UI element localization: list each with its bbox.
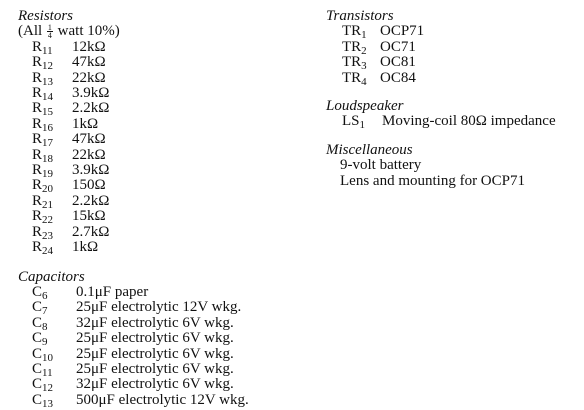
component-ref: $C_{13}$ [32,391,54,410]
list-item [18,393,308,408]
component-value: 22kΩ [72,146,106,163]
component-ref: $R_{17}$ [32,131,54,150]
component-value: 25μF electrolytic 6V wkg. [76,330,234,347]
list-item [18,85,308,104]
component-ref: $R_{16}$ [32,115,54,134]
left-column [18,9,308,408]
transistors-list [326,24,576,86]
component-value: 2.7kΩ [72,223,110,240]
miscellaneous-heading: Miscellaneous [326,141,413,158]
component-ref: $R_{20}$ [32,177,54,196]
resistors-section [18,9,308,256]
list-item [18,239,308,258]
component-value: Moving-coil 80Ω impedance [382,113,556,130]
quarter-fraction [47,24,53,39]
component-ref: $R_{12}$ [32,54,54,73]
component-value: OC81 [380,54,416,71]
resistors-heading: Resistors [18,8,74,24]
list-item [326,40,576,55]
list-item [326,54,576,73]
list-item [18,177,308,196]
miscellaneous-section [326,143,576,189]
capacitors-list [18,285,308,408]
component-ref: $LS_1$ [342,113,366,132]
component-ref: $R_{22}$ [32,208,54,227]
list-item [18,299,308,318]
component-value: 12kΩ [72,38,106,55]
component-value: OC71 [380,38,416,55]
component-ref: $TR_4$ [342,69,367,88]
list-item [18,208,308,227]
section-spacer [326,130,576,143]
list-item [326,71,576,86]
component-value: 25μF electrolytic 12V wkg. [76,299,242,316]
list-item [18,40,308,55]
list-item: Lens and mounting for OCP71 [340,172,525,189]
component-value: 500μF electrolytic 12V wkg. [76,391,249,408]
transistors-heading: Transistors [326,8,394,24]
resistors-list [18,40,308,256]
component-ref: $R_{23}$ [32,223,54,242]
component-value: 2.2kΩ [72,100,110,117]
capacitors-section [18,270,308,409]
list-item [18,117,308,132]
list-item [326,23,576,42]
component-value: 150Ω [72,177,106,194]
component-ref: $R_{11}$ [32,38,53,57]
resistors-rating-note [18,24,308,39]
component-ref: $R_{14}$ [32,85,54,104]
component-ref: $C_8$ [32,314,48,333]
component-value: 15kΩ [72,208,106,225]
note-prefix: (All [18,23,43,40]
component-value: 47kΩ [72,131,106,148]
component-ref: $C_6$ [32,283,48,302]
component-value: 47kΩ [72,54,106,71]
list-item [18,330,308,349]
component-ref: $R_{13}$ [32,69,54,88]
list-item [18,316,308,331]
loudspeaker-heading: Loudspeaker [326,98,404,115]
loudspeaker-list [326,113,576,132]
component-ref: $R_{24}$ [32,239,54,258]
component-value: 22kΩ [72,69,106,86]
list-item [18,148,308,163]
list-item: 9-volt battery [340,157,422,174]
component-value: 2.2kΩ [72,192,110,209]
list-item [18,71,308,86]
component-ref: $TR_2$ [342,38,367,57]
component-value: 25μF electrolytic 6V wkg. [76,345,234,362]
list-item [18,54,308,73]
component-ref: $R_{18}$ [32,146,54,165]
note-suffix: watt 10%) [57,23,120,40]
component-value: 32μF electrolytic 6V wkg. [76,376,234,393]
component-ref: $R_{21}$ [32,192,54,211]
miscellaneous-list [326,158,576,189]
list-item [18,347,308,362]
component-ref: $R_{15}$ [32,100,54,119]
component-ref: $TR_3$ [342,54,367,73]
list-item [18,194,308,209]
list-item [18,376,308,395]
fraction-denominator: 4 [47,31,52,41]
component-ref: $TR_1$ [342,23,367,42]
fraction-numerator: 1 [47,23,52,33]
component-ref: $C_{11}$ [32,360,53,379]
loudspeaker-section [326,99,576,130]
capacitors-heading: Capacitors [18,268,85,285]
component-value: 32μF electrolytic 6V wkg. [76,314,234,331]
right-column [326,9,576,189]
list-item [18,100,308,119]
section-spacer [18,256,308,270]
list-item [18,362,308,377]
component-value: OC84 [380,69,416,86]
component-ref: $C_{10}$ [32,345,54,364]
list-item [18,131,308,150]
component-value: 1kΩ [72,115,99,132]
component-value: OCP71 [380,23,425,40]
component-ref: $C_9$ [32,330,48,349]
component-value: 25μF electrolytic 6V wkg. [76,360,234,377]
component-value: 3.9kΩ [72,162,110,179]
component-ref: $R_{19}$ [32,162,54,181]
component-value: 1kΩ [72,239,99,256]
list-item [18,162,308,181]
list-item [326,113,576,132]
list-item [18,285,308,300]
component-value: 3.9kΩ [72,85,110,102]
component-ref: $C_{12}$ [32,376,54,395]
transistors-section [326,9,576,86]
list-item [18,225,308,240]
component-value: 0.1μF paper [76,283,149,300]
component-ref: $C_7$ [32,299,48,318]
